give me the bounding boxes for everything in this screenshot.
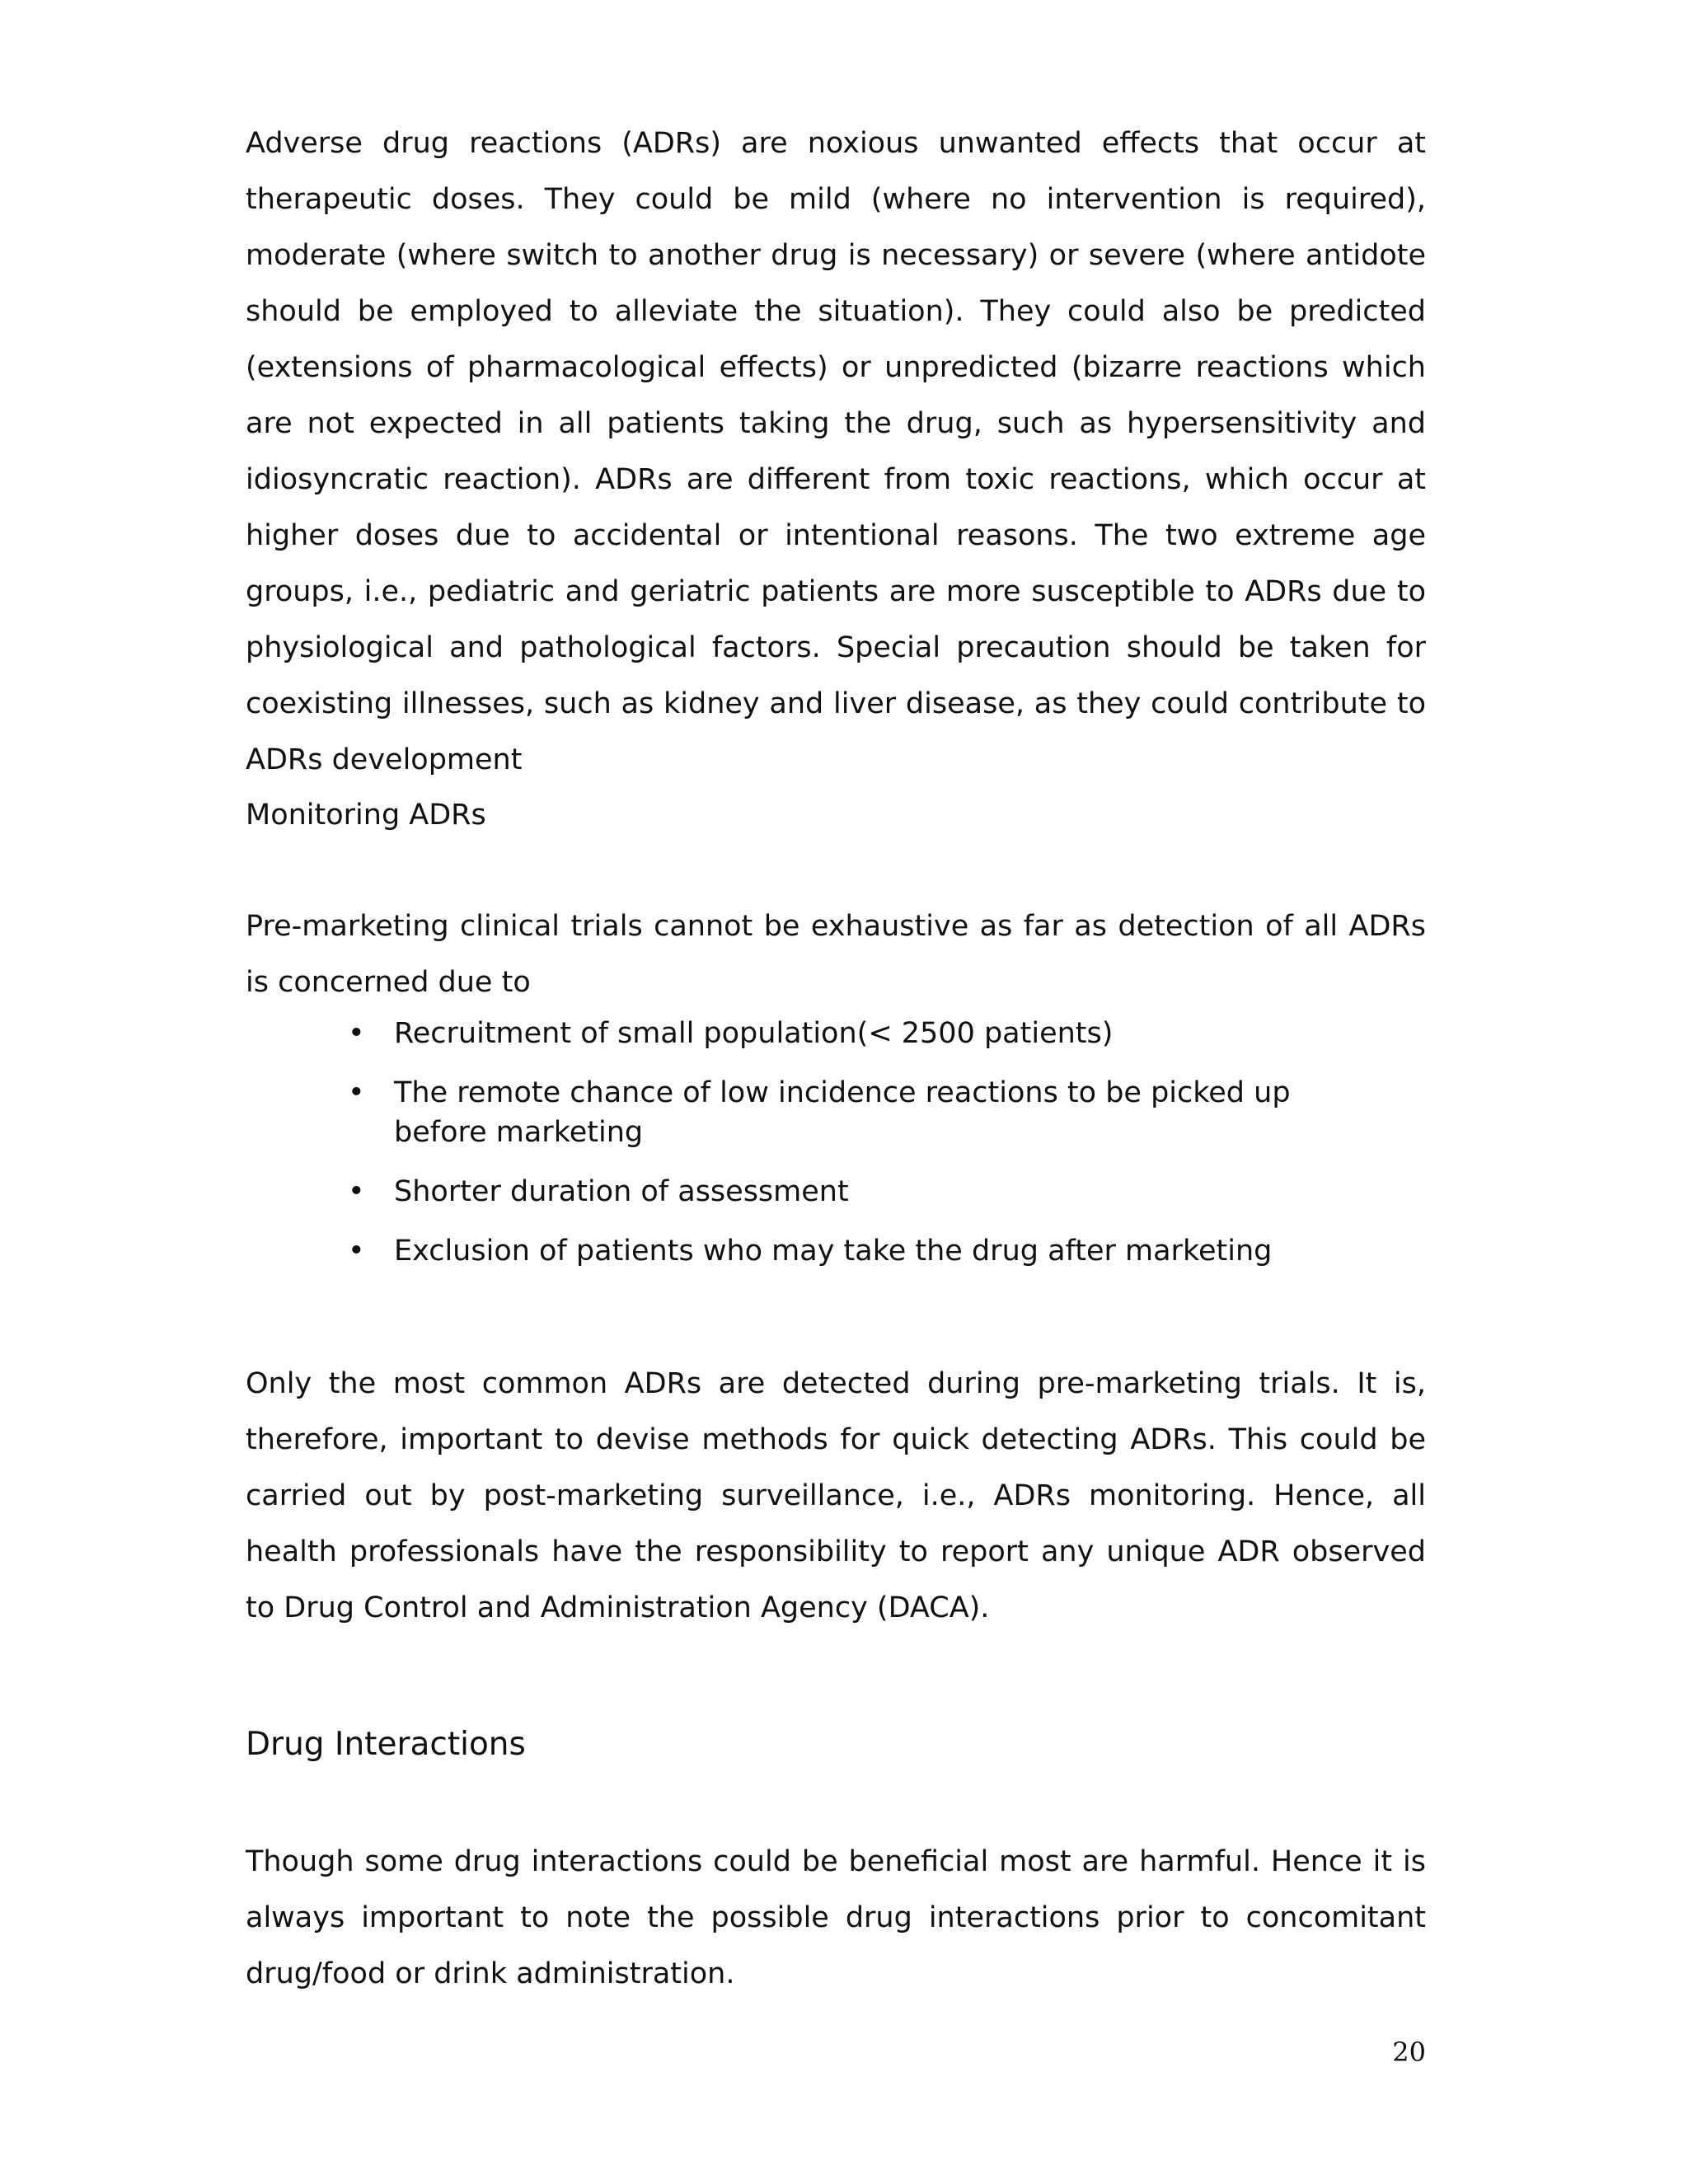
list-item-text: Exclusion of patients who may take the drug after marketing: [394, 1235, 1273, 1268]
page-number: 20: [1392, 2036, 1426, 2068]
bullet-icon: •: [348, 1017, 365, 1050]
monitoring-adrs-heading: Monitoring ADRs: [246, 799, 486, 832]
bullet-icon: •: [348, 1076, 365, 1109]
drug-interactions-heading: Drug Interactions: [246, 1726, 526, 1763]
list-item: [330, 1014, 1401, 1053]
list-item-text: The remote chance of low incidence reactions to be picked up before marketing: [394, 1076, 1291, 1149]
bullet-icon: •: [348, 1235, 365, 1268]
premarketing-limitations-list: [330, 1014, 1401, 1291]
list-item: [330, 1172, 1401, 1212]
adr-detection-paragraph: Only the most common ADRs are detected during pre-marketing trials. It is, therefore, important to devise methods for quick detecting ADRs. This could be carried out by post-marketing surveillance, i.e., ADRs monitoring. Hence, all health professionals have the responsibility to report any unique ADR observed to Drug Control and Administration Agency (DACA).: [246, 1367, 1426, 1624]
list-item-text: Recruitment of small population(< 2500 patients): [394, 1017, 1114, 1050]
premarketing-paragraph: Pre-marketing clinical trials cannot be exhaustive as far as detection of all ADRs is concerned due to: [246, 910, 1426, 999]
intro-paragraph: Adverse drug reactions (ADRs) are noxious unwanted effects that occur at therapeutic doses. They could be mild (where no intervention is required), moderate (where switch to another drug is necessary) or severe (where antidote should be employed to alleviate the situation). They could also be predicted (extensions of pharmacological effects) or unpredicted (bizarre reactions which are not expected in all patients taking the drug, such as hypersensitivity and idiosyncratic reaction). ADRs are different from toxic reactions, which occur at higher doses due to accidental or intentional reasons. The two extreme age groups, i.e., pediatric and geriatric patients are more susceptible to ADRs due to physiological and pathological factors. Special precaution should be taken for coexisting illnesses, such as kidney and liver disease, as they could contribute to ADRs development: [246, 127, 1426, 776]
list-item-text: Shorter duration of assessment: [394, 1175, 849, 1208]
bullet-icon: •: [348, 1175, 365, 1208]
list-item: [330, 1231, 1401, 1271]
drug-interactions-paragraph: Though some drug interactions could be beneficial most are harmful. Hence it is always important to note the possible drug interactions prior to concomitant drug/food or drink administration.: [246, 1845, 1426, 1990]
list-item: [330, 1073, 1401, 1152]
